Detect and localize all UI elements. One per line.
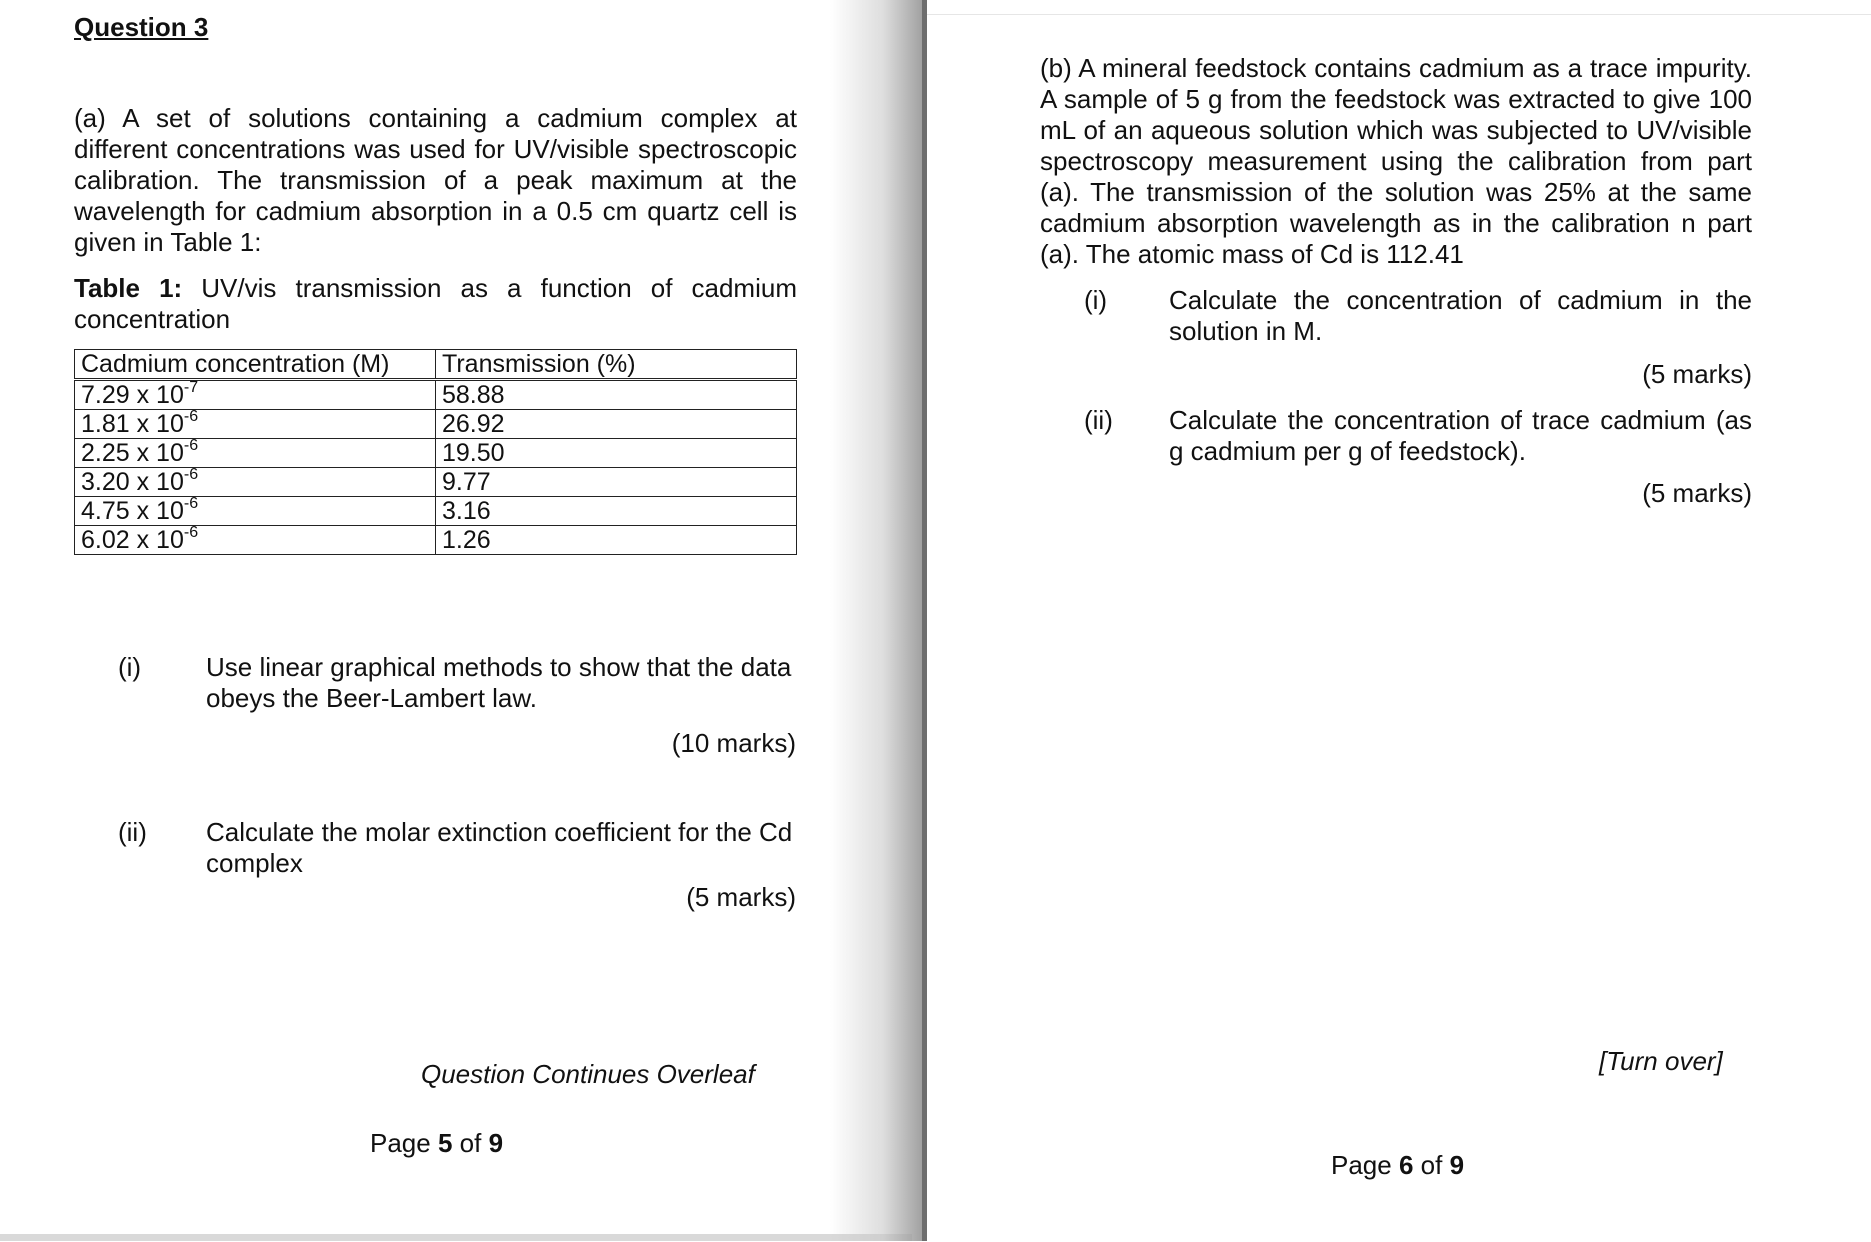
footer-of: of (452, 1128, 489, 1158)
table-row (75, 380, 797, 410)
concentration-exponent: -6 (183, 523, 199, 541)
concentration-cell (75, 465, 436, 497)
item-i-number: (i) (1084, 285, 1108, 315)
table-row (75, 468, 797, 497)
concentration-mantissa: 1.81 x 10 (81, 410, 184, 438)
part-b-intro: (b) A mineral feedstock contains cadmium as a trace impurity. A sample of 5 g from the feedstock was extracted to give 100 mL of an aqueous solution which was subjected to UV/visible spectroscopy measurement using the calibration from part (a). The transmission of the solution was 25% at the same cadmium absorption wavelength as in the calibration n part (a). The atomic mass of Cd is 112.41 (1040, 53, 1752, 269)
footer-total-pages: 9 (488, 1128, 504, 1158)
transmission-cell: 1.26 (436, 526, 797, 555)
question-title: Question 3 (74, 12, 209, 42)
footer-of: of (1413, 1150, 1450, 1180)
item-ii-number: (ii) (1084, 405, 1113, 435)
item-i-marks: (10 marks) (671, 728, 796, 758)
concentration-mantissa: 7.29 x 10 (81, 381, 184, 409)
footer-page-number: 6 (1398, 1150, 1414, 1180)
table-row (75, 439, 797, 468)
transmission-cell: 3.16 (436, 497, 797, 526)
header-concentration: Cadmium concentration (M) (75, 350, 436, 380)
table-row (75, 410, 797, 439)
concentration-cell (75, 407, 436, 439)
continues-note: Question Continues Overleaf (421, 1059, 755, 1089)
right-page (927, 14, 1871, 1242)
footer-prefix: Page (1331, 1150, 1399, 1180)
table-row (75, 497, 797, 526)
concentration-cell (75, 523, 436, 555)
page-footer-right (1331, 1150, 1464, 1181)
footer-prefix: Page (370, 1128, 438, 1158)
concentration-exponent: -7 (183, 378, 199, 396)
table-caption-text: UV/vis transmission as a function of cadmium concentration (74, 273, 797, 334)
concentration-mantissa: 2.25 x 10 (81, 439, 184, 467)
item-ii-text: Calculate the molar extinction coefficient for the Cd complex (206, 817, 793, 878)
calibration-table (74, 349, 797, 555)
book-spine-shadow (830, 0, 926, 1241)
item-i-text: Use linear graphical methods to show that the data obeys the Beer-Lambert law. (206, 652, 792, 713)
item-ii-marks: (5 marks) (686, 882, 796, 912)
table-header-row (75, 350, 797, 380)
table-caption (74, 273, 797, 335)
item-i-number: (i) (118, 652, 142, 682)
transmission-cell: 19.50 (436, 439, 797, 468)
footer-total-pages: 9 (1449, 1150, 1465, 1180)
left-page (0, 0, 912, 1234)
concentration-cell (75, 380, 436, 410)
header-transmission: Transmission (%) (436, 350, 797, 380)
page-footer-left (370, 1128, 503, 1159)
item-i-marks: (5 marks) (1642, 359, 1752, 389)
part-a-intro: (a) A set of solutions containing a cadmium complex at different concentrations was used for UV/visible spectroscopic calibration. The transmission of a peak maximum at the wavelength for cadmium absorption in a 0.5 cm quartz cell is given in Table 1: (74, 103, 797, 257)
item-ii-text: Calculate the concentration of trace cadmium (as g cadmium per g of feedstock). (1169, 405, 1752, 466)
transmission-cell: 9.77 (436, 468, 797, 497)
footer-page-number: 5 (437, 1128, 453, 1158)
concentration-cell (75, 494, 436, 526)
concentration-exponent: -6 (183, 494, 199, 512)
item-ii-marks: (5 marks) (1642, 478, 1752, 508)
page-bottom-edge (0, 1234, 912, 1241)
concentration-cell (75, 436, 436, 468)
turn-over-note: [Turn over] (1599, 1046, 1723, 1076)
table-caption-label: Table 1: (74, 273, 183, 303)
item-i-text: Calculate the concentration of cadmium in the solution in M. (1169, 285, 1752, 346)
concentration-exponent: -6 (183, 436, 199, 454)
concentration-exponent: -6 (183, 465, 199, 483)
transmission-cell: 26.92 (436, 410, 797, 439)
item-ii-number: (ii) (118, 817, 147, 847)
concentration-mantissa: 4.75 x 10 (81, 497, 184, 525)
concentration-exponent: -6 (183, 407, 199, 425)
transmission-cell: 58.88 (436, 380, 797, 410)
concentration-mantissa: 6.02 x 10 (81, 526, 184, 554)
concentration-mantissa: 3.20 x 10 (81, 468, 184, 496)
table-row (75, 526, 797, 555)
